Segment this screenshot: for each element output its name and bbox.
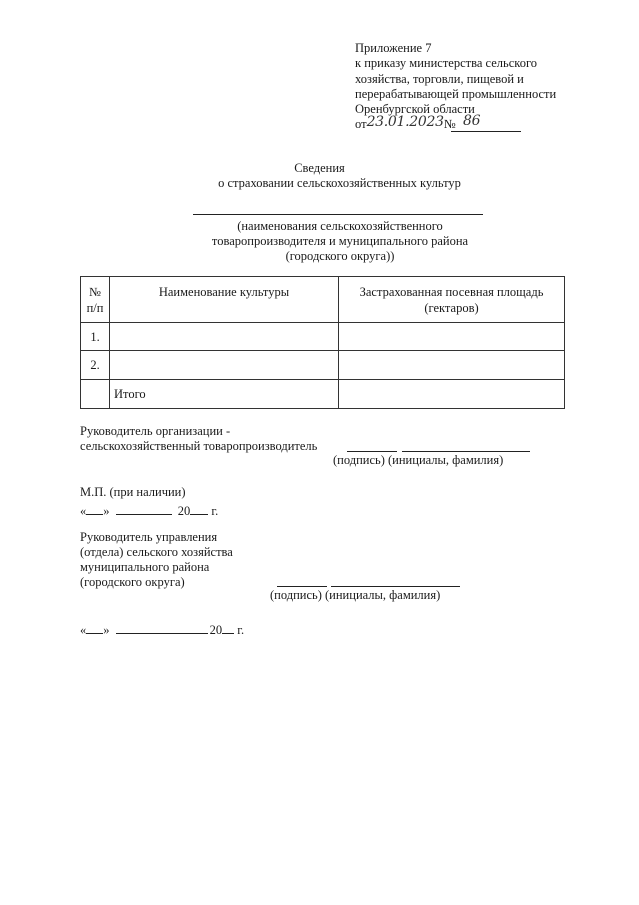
- day-blank: [86, 501, 103, 515]
- appendix-line: к приказу министерства сельского: [355, 56, 538, 71]
- org-name-line: [193, 214, 483, 215]
- head-org-line-2: сельскохозяйственный товаропроизводитель: [80, 439, 318, 453]
- month-blank: [116, 501, 172, 515]
- head-org-signature-line: [347, 451, 397, 452]
- table-row: [81, 323, 565, 351]
- header-crop: Наименование культуры: [110, 277, 339, 323]
- org-caption-line: (городского округа)): [285, 249, 395, 263]
- head-dept-caption: (подпись) (инициалы, фамилия): [270, 588, 441, 602]
- row-total-label: Итого: [110, 380, 339, 409]
- org-caption-line: (наименования сельскохозяйственного: [237, 219, 443, 233]
- head-dept-line: (городского округа): [80, 575, 185, 589]
- row-crop: [110, 323, 339, 351]
- year-blank: [190, 501, 208, 515]
- head-dept-line: (отдела) сельского хозяйства: [80, 545, 233, 559]
- head-dept-name-line: [331, 586, 460, 587]
- row-crop: [110, 351, 339, 380]
- handwritten-number: 86: [463, 113, 481, 130]
- stamp-label: М.П. (при наличии): [80, 485, 186, 499]
- day-blank: [86, 620, 103, 634]
- appendix-block: [355, 41, 556, 134]
- head-org-line-1: Руководитель организации -: [80, 424, 231, 438]
- bottom-date: « » 20 г.: [80, 620, 244, 638]
- org-caption: [190, 219, 490, 264]
- row-num: 2.: [81, 351, 110, 380]
- title-line-2: о страховании сельскохозяйственных культур: [218, 176, 461, 190]
- document-title: [0, 161, 639, 191]
- handwritten-date: 23.01.2023: [366, 114, 444, 131]
- table-row: [81, 351, 565, 380]
- head-dept-block: [80, 530, 233, 590]
- row-area: [339, 323, 565, 351]
- appendix-line: перерабатывающей промышленности: [355, 86, 557, 101]
- year-blank: [222, 620, 234, 634]
- row-num: [81, 380, 110, 409]
- row-area: [339, 351, 565, 380]
- head-dept-signature-line: [277, 586, 327, 587]
- number-line: [451, 131, 521, 132]
- head-org-name-line: [402, 451, 530, 452]
- month-blank: [116, 620, 208, 634]
- appendix-line: хозяйства, торговли, пищевой и: [355, 71, 524, 86]
- insurance-table: [80, 276, 565, 409]
- number-label: №: [443, 117, 456, 132]
- head-dept-line: Руководитель управления: [80, 530, 218, 544]
- appendix-line: Приложение 7: [355, 41, 432, 55]
- from-label: от: [355, 117, 367, 132]
- head-org-caption: (подпись) (инициалы, фамилия): [333, 453, 504, 467]
- org-caption-line: товаропроизводителя и муниципального района: [211, 234, 469, 248]
- title-line-1: Сведения: [294, 161, 345, 175]
- table-header-row: [81, 277, 565, 323]
- appendix-line: Оренбургской области: [355, 102, 475, 117]
- table-total-row: [81, 380, 565, 409]
- head-dept-line: муниципального района: [80, 560, 210, 574]
- order-date-line: [355, 113, 556, 134]
- header-num: № п/п: [81, 277, 110, 323]
- row-area: [339, 380, 565, 409]
- header-area: Застрахованная посевная площадь (гектаров): [339, 277, 565, 323]
- stamp-date: « » 20 г.: [80, 501, 218, 519]
- head-org-block: [80, 424, 317, 454]
- row-num: 1.: [81, 323, 110, 351]
